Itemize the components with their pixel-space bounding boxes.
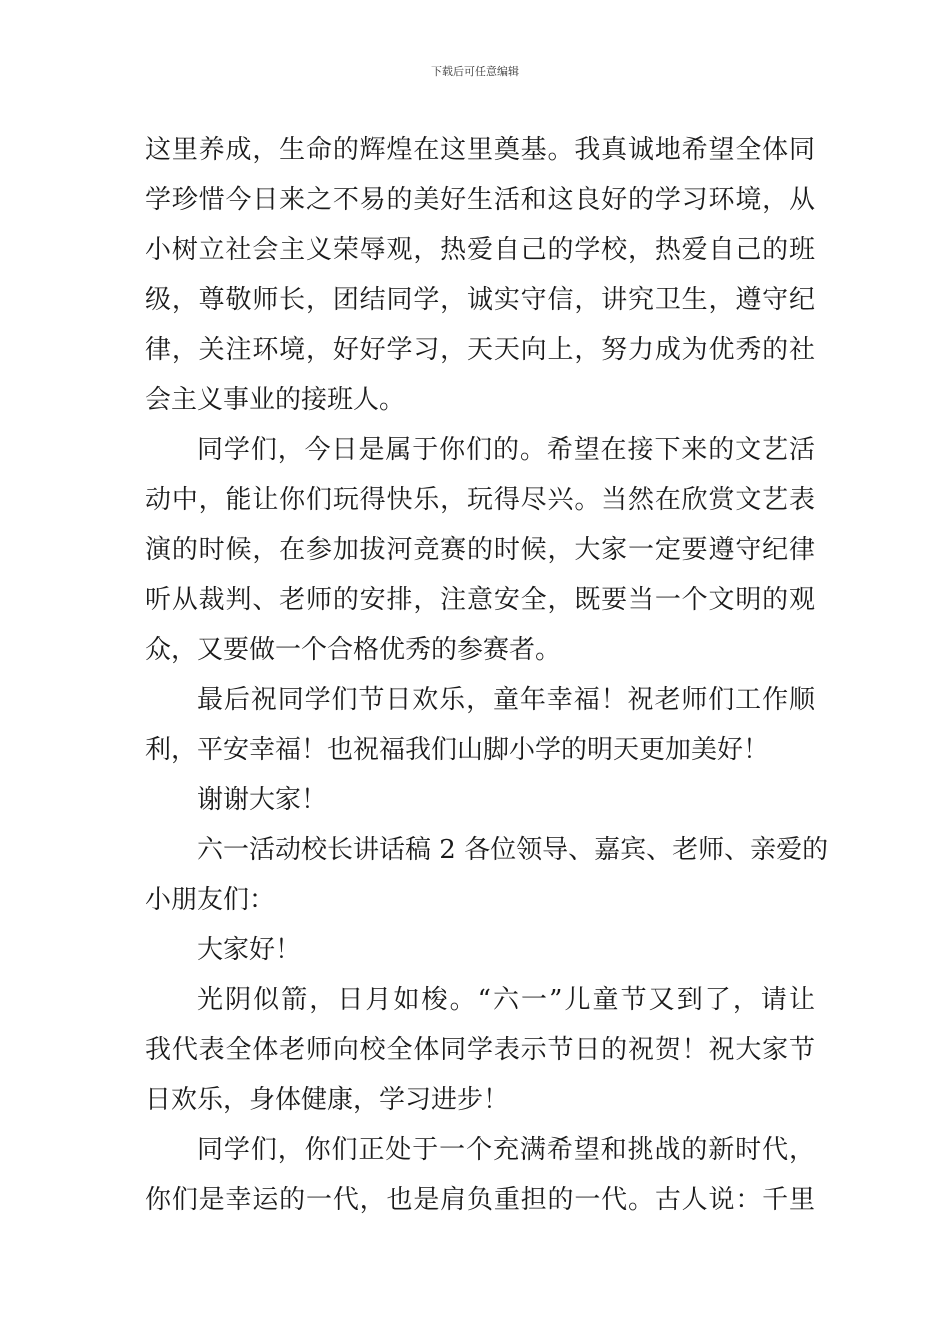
text-line: 谢谢大家！	[197, 785, 328, 815]
text-line: 我代表全体老师向校全体同学表示节日的祝贺！祝大家节	[145, 1035, 815, 1065]
text-line: 最后祝同学们节日欢乐，童年幸福！祝老师们工作顺	[197, 685, 815, 715]
text-line: 大家好！	[197, 935, 302, 965]
document-body	[145, 125, 829, 1225]
text-line: 会主义事业的接班人。	[145, 385, 406, 415]
text-line: 六一活动校长讲话稿 2 各位领导、嘉宾、老师、亲爱的	[197, 835, 829, 865]
text-line: 你们是幸运的一代，也是肩负重担的一代。古人说：千里	[145, 1185, 815, 1215]
text-line: 小树立社会主义荣辱观，热爱自己的学校，热爱自己的班	[145, 235, 815, 265]
text-line: 日欢乐，身体健康，学习进步！	[145, 1085, 510, 1115]
text-line: 听从裁判、老师的安排，注意安全，既要当一个文明的观	[145, 585, 815, 615]
text-line: 演的时候，在参加拔河竞赛的时候，大家一定要遵守纪律	[145, 535, 815, 565]
text-line: 级，尊敬师长，团结同学，诚实守信，讲究卫生，遵守纪	[145, 285, 815, 315]
text-line: 学珍惜今日来之不易的美好生活和这良好的学习环境，从	[145, 185, 815, 215]
text-line: 律，关注环境，好好学习，天天向上，努力成为优秀的社	[145, 335, 815, 365]
text-line: 利，平安幸福！也祝福我们山脚小学的明天更加美好！	[145, 735, 770, 765]
text-line: 同学们，你们正处于一个充满希望和挑战的新时代，	[197, 1135, 815, 1165]
text-line: 同学们，今日是属于你们的。希望在接下来的文艺活	[197, 435, 815, 465]
page-header: 下载后可任意编辑	[431, 65, 519, 78]
text-line: 这里养成，生命的辉煌在这里奠基。我真诚地希望全体同	[145, 135, 815, 165]
text-line: 小朋友们：	[145, 885, 276, 915]
text-line: 光阴似箭，日月如梭。“六一”儿童节又到了，请让	[197, 985, 815, 1015]
text-line: 动中，能让你们玩得快乐，玩得尽兴。当然在欣赏文艺表	[145, 485, 815, 515]
text-line: 众，又要做一个合格优秀的参赛者。	[145, 635, 562, 665]
